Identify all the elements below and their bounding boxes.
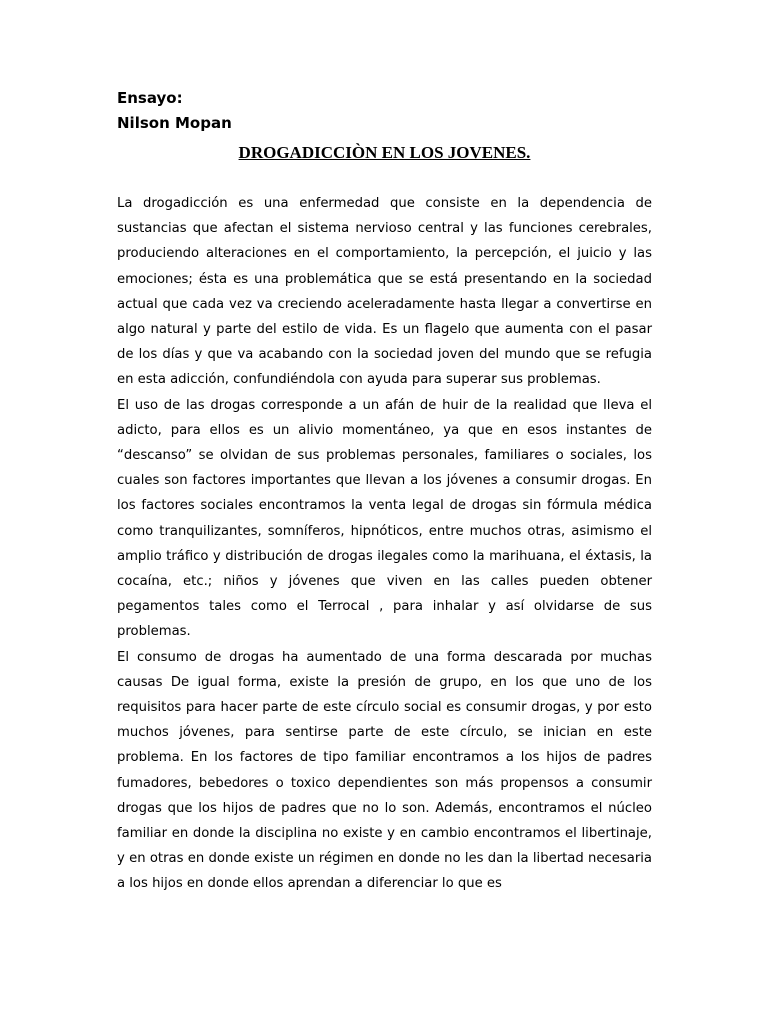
document-content <box>117 86 652 897</box>
essay-body <box>117 191 652 897</box>
paragraph-3: El consumo de drogas ha aumentado de una forma descarada por muchas causas De igual forma, existe la presión de grupo, en los que uno de los requisitos para hacer parte de este círculo social es consumir drogas, y por esto muchos jóvenes, para sentirse parte de este círculo, se inician en este problema. En los factores de tipo familiar encontramos a los hijos de padres fumadores, bebedores o toxico dependientes son más propensos a consumir drogas que los hijos de padres que no lo son. Además, encontramos el núcleo familiar en donde la disciplina no existe y en cambio encontramos el libertinaje, y en otras en donde existe un régimen en donde no les dan la libertad necesaria a los hijos en donde ellos aprendan a diferenciar lo que es <box>117 649 652 892</box>
author-name: Nilson Mopan <box>117 114 232 132</box>
document-type-label: Ensayo: <box>117 89 183 107</box>
essay-title: DROGADICCIÒN EN LOS JOVENES. <box>238 143 531 162</box>
paragraph-2: El uso de las drogas corresponde a un afán de huir de la realidad que lleva el adicto, para ellos es un alivio momentáneo, ya que en esos instantes de “descanso” se olvidan de sus problemas personales, familiares o sociales, los cuales son factores importantes que llevan a los jóvenes a consumir drogas. En los factores sociales encontramos la venta legal de drogas sin fórmula médica como tranquilizantes, somníferos, hipnóticos, entre muchos otras, asimismo el amplio tráfico y distribución de drogas ilegales como la marihuana, el éxtasis, la cocaína, etc.; niños y jóvenes que viven en las calles pueden obtener pegamentos tales como el Terrocal , para inhalar y así olvidarse de sus problemas. <box>117 397 652 640</box>
paragraph-1: La drogadicción es una enfermedad que consiste en la dependencia de sustancias que afectan el sistema nervioso central y las funciones cerebrales, produciendo alteraciones en el comportamiento, la percepción, el juicio y las emociones; ésta es una problemática que se está presentando en la sociedad actual que cada vez va creciendo aceleradamente hasta llegar a convertirse en algo natural y parte del estilo de vida. Es un flagelo que aumenta con el pasar de los días y que va acabando con la sociedad joven del mundo que se refugia en esta adicción, confundiéndola con ayuda para superar sus problemas. <box>117 196 652 388</box>
